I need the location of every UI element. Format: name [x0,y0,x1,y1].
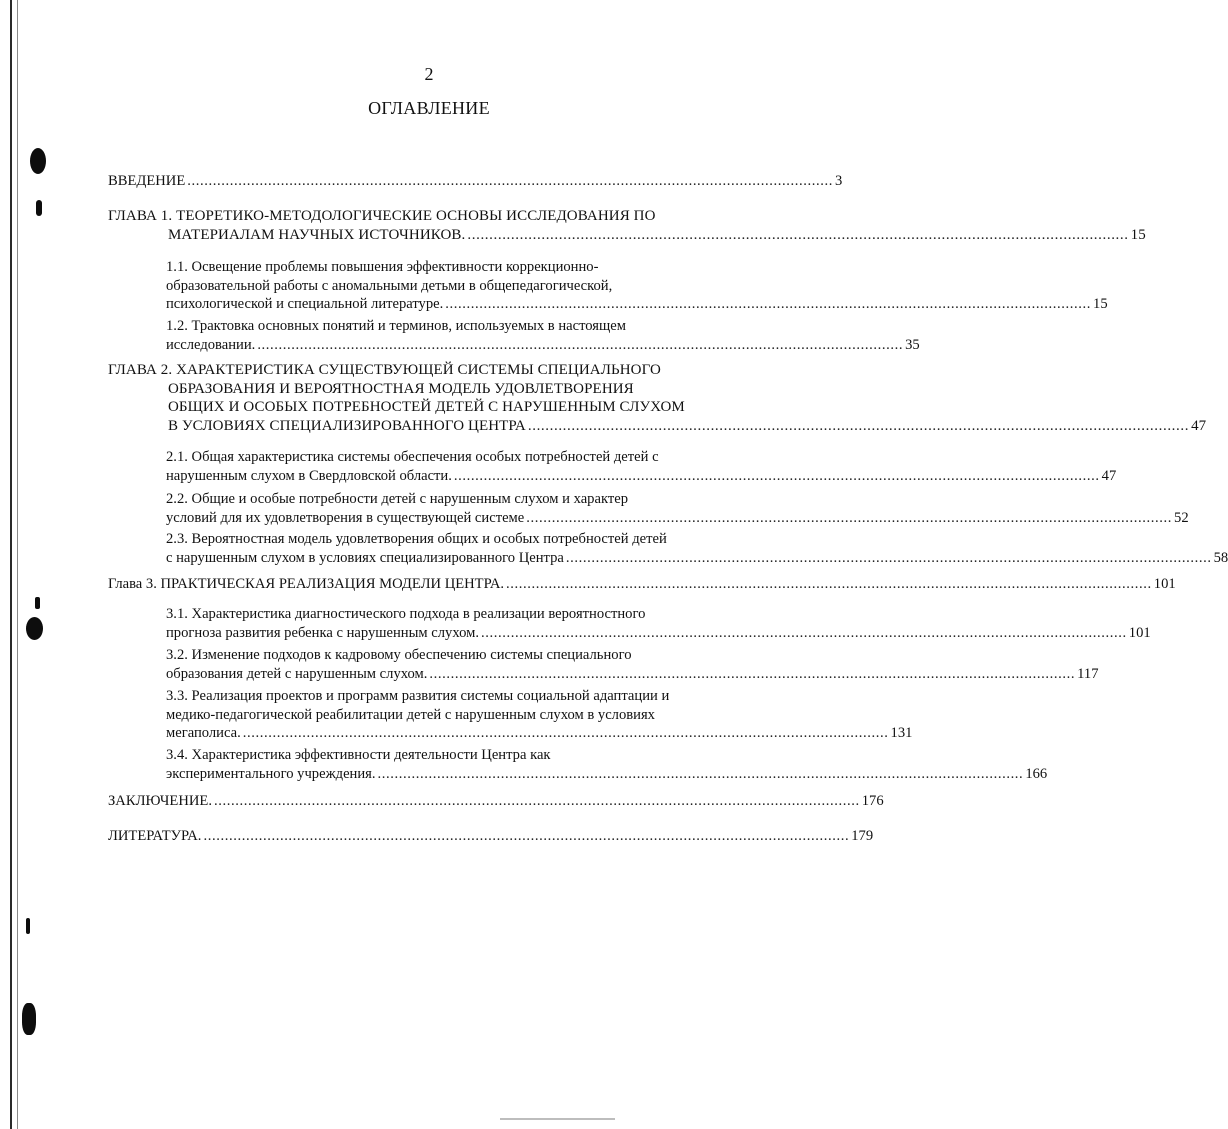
scan-blot [22,1003,36,1035]
leader-dots: ........................................................................................................................................................ [526,509,1173,526]
toc-entry-title: ГЛАВА 2. ХАРАКТЕРИСТИКА СУЩЕСТВУЮЩЕЙ СИСТЕМЫ СПЕЦИАЛЬНОГО [108,362,661,378]
toc-entry-title: нарушенным слухом в Свердловской области. [166,467,452,484]
leader-dots: ........................................................................................................................................................ [506,576,1152,592]
toc-entry-section-2-1[interactable] [166,448,1117,485]
toc-entry-title: ГЛАВА 1. ТЕОРЕТИКО-МЕТОДОЛОГИЧЕСКИЕ ОСНОВЫ ИССЛЕДОВАНИЯ ПО [108,208,656,224]
toc-entry-title: 2.1. Общая характеристика системы обеспечения особых потребностей детей с [166,449,659,465]
toc-entry-title: образования детей с нарушенным слухом. [166,665,428,682]
toc-entry-title: 2.2. Общие и особые потребности детей с нарушенным слухом и характер [166,491,628,507]
toc-entry-title: ВВЕДЕНИЕ [108,173,186,189]
toc-entry-conclusion[interactable] [108,792,884,811]
leader-dots: ........................................................................................................................................................ [429,665,1076,682]
toc-entry-chapter-1[interactable] [108,207,1146,244]
scan-smudge [500,1118,615,1120]
toc-entry-section-2-2[interactable] [166,490,1189,527]
toc-entry-title: психологической и специальной литературе. [166,296,444,312]
leader-dots: ........................................................................................................................................................ [481,624,1127,641]
toc-page-number: 179 [851,828,874,844]
toc-entry-title: Глава 3. ПРАКТИЧЕСКАЯ РЕАЛИЗАЦИЯ МОДЕЛИ ЦЕНТРА. [108,576,505,592]
toc-page-number: 166 [1025,765,1048,782]
leader-dots: ........................................................................................................................................................ [565,549,1212,566]
leader-dots: ........................................................................................................................................................ [377,765,1024,782]
toc-entry-title: 2.3. Вероятностная модель удовлетворения общих и особых потребностей детей [166,531,667,547]
leader-dots: ........................................................................................................................................................ [527,417,1190,434]
leader-dots: ........................................................................................................................................................ [257,336,904,353]
leader-dots: ........................................................................................................................................................ [467,226,1129,243]
toc-entry-title: 3.2. Изменение подходов к кадровому обеспечению системы специального [166,647,632,663]
scan-blot [35,597,40,609]
toc-entry-title: ОБРАЗОВАНИЯ И ВЕРОЯТНОСТНАЯ МОДЕЛЬ УДОВЛЕТВОРЕНИЯ [168,380,634,397]
toc-page-number: 176 [861,793,884,809]
leader-dots: ........................................................................................................................................................ [213,793,860,809]
toc-page-number: 47 [1191,417,1207,434]
leader-dots: ........................................................................................................................................................ [187,173,834,189]
toc-entry-title: экспериментального учреждения. [166,765,376,782]
toc-entry-title: ОБЩИХ И ОСОБЫХ ПОТРЕБНОСТЕЙ ДЕТЕЙ С НАРУШЕННЫМ СЛУХОМ [168,399,685,415]
toc-page-number: 47 [1101,467,1117,484]
toc-entry-section-1-1[interactable] [166,258,1108,314]
toc-entry-title: мегаполиса. [166,725,241,741]
toc-entry-title: образовательной работы с аномальными детьми в общепедагогической, [166,277,613,294]
scan-blot [26,918,30,934]
toc-page-number: 35 [905,336,920,353]
toc-entry-chapter-3[interactable] [108,575,1176,594]
toc-entry-title: МАТЕРИАЛАМ НАУЧНЫХ ИСТОЧНИКОВ. [168,226,466,243]
page-title: ОГЛАВЛЕНИЕ [368,98,490,118]
toc-entry-title: 1.2. Трактовка основных понятий и терминов, используемых в настоящем [166,318,626,334]
page-number: 2 [424,64,434,84]
toc-entry-section-3-4[interactable] [166,746,1048,783]
toc-entry-title: прогноза развития ребенка с нарушенным слухом. [166,624,480,641]
toc-entry-section-3-2[interactable] [166,646,1099,683]
toc-page-number: 101 [1153,576,1176,592]
toc-entry-title: условий для их удовлетворения в существующей системе [166,509,525,526]
toc-entry-title: 3.1. Характеристика диагностического подхода в реализации вероятностного [166,606,646,622]
toc-entry-title: медико-педагогической реабилитации детей с нарушенным слухом в условиях [166,706,655,723]
toc-entry-title: 1.1. Освещение проблемы повышения эффективности коррекционно- [166,259,599,275]
leader-dots: ........................................................................................................................................................ [453,467,1100,484]
toc-entry-literature[interactable] [108,827,874,846]
toc-page-number: 15 [1130,226,1146,243]
toc-page-number: 3 [835,173,843,189]
toc-entry-title: ЛИТЕРАТУРА. [108,828,202,844]
toc-entry-title: В УСЛОВИЯХ СПЕЦИАЛИЗИРОВАННОГО ЦЕНТРА [168,417,526,434]
toc-entry-section-1-2[interactable] [166,317,920,354]
leader-dots: ........................................................................................................................................................ [203,828,850,844]
leader-dots: ........................................................................................................................................................ [445,296,1092,312]
scan-edge-line [10,0,12,1129]
toc-page-number: 117 [1077,665,1099,682]
toc-entry-introduction[interactable] [108,172,843,191]
toc-page-number: 131 [890,725,913,741]
toc-page-number: 101 [1128,624,1151,641]
toc-entry-title: 3.4. Характеристика эффективности деятельности Центра как [166,747,551,763]
toc-entry-title: с нарушенным слухом в условиях специализированного Центра [166,549,564,566]
toc-entry-section-3-1[interactable] [166,605,1151,642]
toc-entry-section-2-3[interactable] [166,530,1228,567]
scan-blot [30,148,46,174]
toc-entry-title: исследовании. [166,336,256,353]
toc-entry-title: ЗАКЛЮЧЕНИЕ. [108,793,212,809]
leader-dots: ........................................................................................................................................................ [242,725,889,741]
toc-entry-chapter-2[interactable] [108,361,1207,435]
toc-entry-section-3-3[interactable] [166,687,913,743]
scan-blot [26,617,43,640]
scan-blot [36,200,42,216]
toc-page-number: 52 [1174,509,1189,526]
toc-page-number: 58 [1213,549,1228,566]
scan-edge-line [17,0,18,1129]
toc-entry-title: 3.3. Реализация проектов и программ развития системы социальной адаптации и [166,688,670,704]
toc-page-number: 15 [1093,296,1108,312]
